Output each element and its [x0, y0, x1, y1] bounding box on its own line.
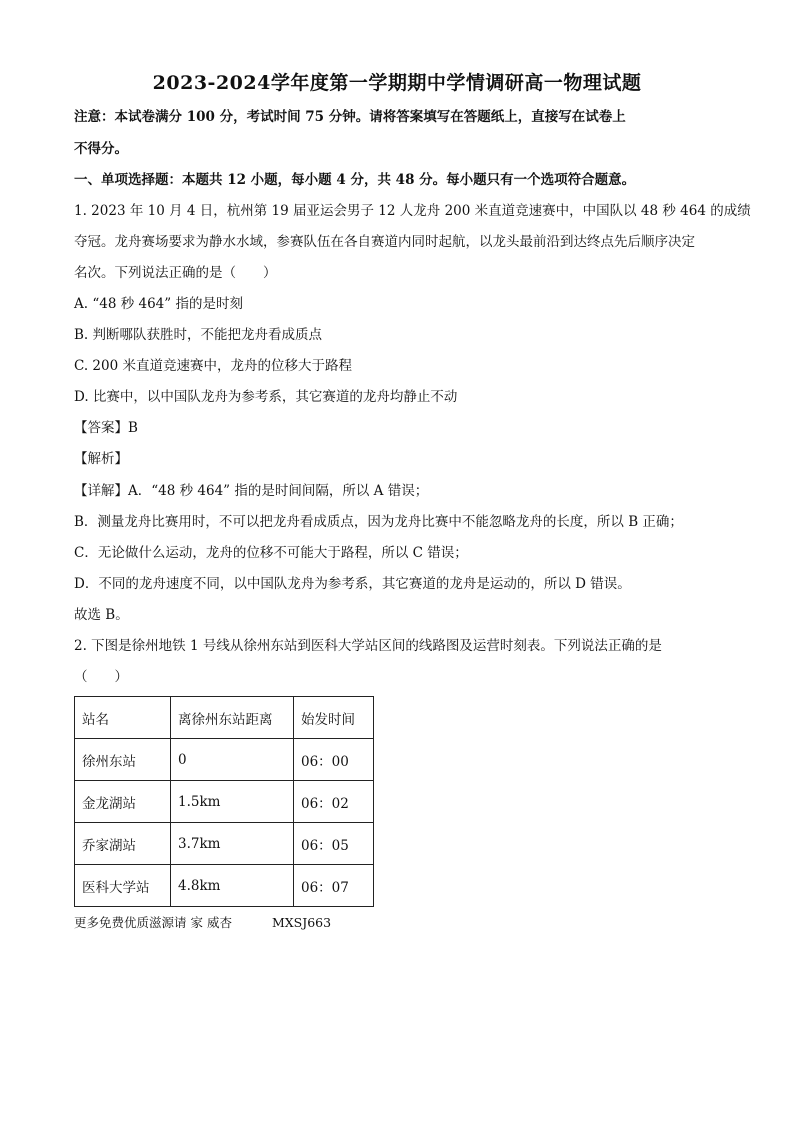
table-cell: 乔家湖站 — [75, 823, 171, 865]
q1-option-d: D. 比赛中，以中国队龙舟为参考系，其它赛道的龙舟均静止不动 — [74, 389, 458, 405]
table-row — [75, 865, 374, 907]
table-header-row — [75, 697, 374, 739]
q1-option-a: A. “48 秒 464” 指的是时刻 — [74, 296, 243, 312]
table-cell: 0 — [171, 739, 294, 781]
table-cell: 3.7km — [171, 823, 294, 865]
footer-note — [74, 913, 331, 931]
q1-option-c: C. 200 米直道竞速赛中，龙舟的位移大于路程 — [74, 358, 352, 374]
q1-detail-a: 【详解】A．“48 秒 464” 指的是时间间隔，所以 A 错误； — [74, 483, 429, 499]
timetable — [74, 696, 374, 907]
q1-detail-c: C．无论做什么运动，龙舟的位移不可能大于路程，所以 C 错误； — [74, 545, 468, 561]
notice-line-2: 不得分。 — [74, 141, 128, 157]
q1-stem-line-1: 1. 2023 年 10 月 4 日，杭州第 19 届亚运会男子 12 人龙舟 200 米直道竞速赛中，中国队以 48 秒 464 的成绩 — [74, 203, 751, 219]
table-cell: 06：00 — [294, 739, 374, 781]
table-row — [75, 823, 374, 865]
table-cell: 4.8km — [171, 865, 294, 907]
table-cell: 1.5km — [171, 781, 294, 823]
q1-detail-b: B．测量龙舟比赛用时，不可以把龙舟看成质点，因为龙舟比赛中不能忽略龙舟的长度，所以 B 正确； — [74, 514, 683, 530]
table-cell: 医科大学站 — [75, 865, 171, 907]
table-cell: 06：05 — [294, 823, 374, 865]
table-cell: 金龙湖站 — [75, 781, 171, 823]
section-heading: 一、单项选择题：本题共 12 小题，每小题 4 分，共 48 分。每小题只有一个选项符合题意。 — [74, 172, 636, 188]
q1-conclusion: 故选 B。 — [74, 607, 129, 623]
table-cell: 06：07 — [294, 865, 374, 907]
table-row — [75, 739, 374, 781]
table-cell: 徐州东站 — [75, 739, 171, 781]
table-header: 站名 — [75, 697, 171, 739]
page-title: 2023-2024学年度第一学期期中学情调研高一物理试题 — [152, 72, 642, 94]
q1-option-b: B. 判断哪队获胜时，不能把龙舟看成质点 — [74, 327, 323, 343]
table-row — [75, 781, 374, 823]
q1-answer: 【答案】B — [74, 420, 138, 436]
footer-text: 更多免费优质滋源请 家 威杏 — [74, 915, 232, 930]
footer-code: MXSJ663 — [271, 915, 332, 930]
q1-stem-line-3: 名次。下列说法正确的是（ ） — [74, 265, 277, 281]
q2-stem-line-2: （ ） — [74, 669, 128, 685]
q1-analysis-label: 【解析】 — [74, 451, 128, 467]
notice-line-1: 注意：本试卷满分 100 分，考试时间 75 分钟。请将答案填写在答题纸上，直接写在试卷上 — [74, 109, 626, 125]
table-cell: 06：02 — [294, 781, 374, 823]
q1-stem-line-2: 夺冠。龙舟赛场要求为静水水域，参赛队伍在各自赛道内同时起航，以龙头最前沿到达终点先后顺序决定 — [74, 234, 695, 250]
table-header: 始发时间 — [294, 697, 374, 739]
table-header: 离徐州东站距离 — [171, 697, 294, 739]
q2-stem-line-1: 2. 下图是徐州地铁 1 号线从徐州东站到医科大学站区间的线路图及运营时刻表。下列说法正确的是 — [74, 638, 662, 654]
q1-detail-d: D．不同的龙舟速度不同，以中国队龙舟为参考系，其它赛道的龙舟是运动的，所以 D 错误。 — [74, 576, 631, 592]
